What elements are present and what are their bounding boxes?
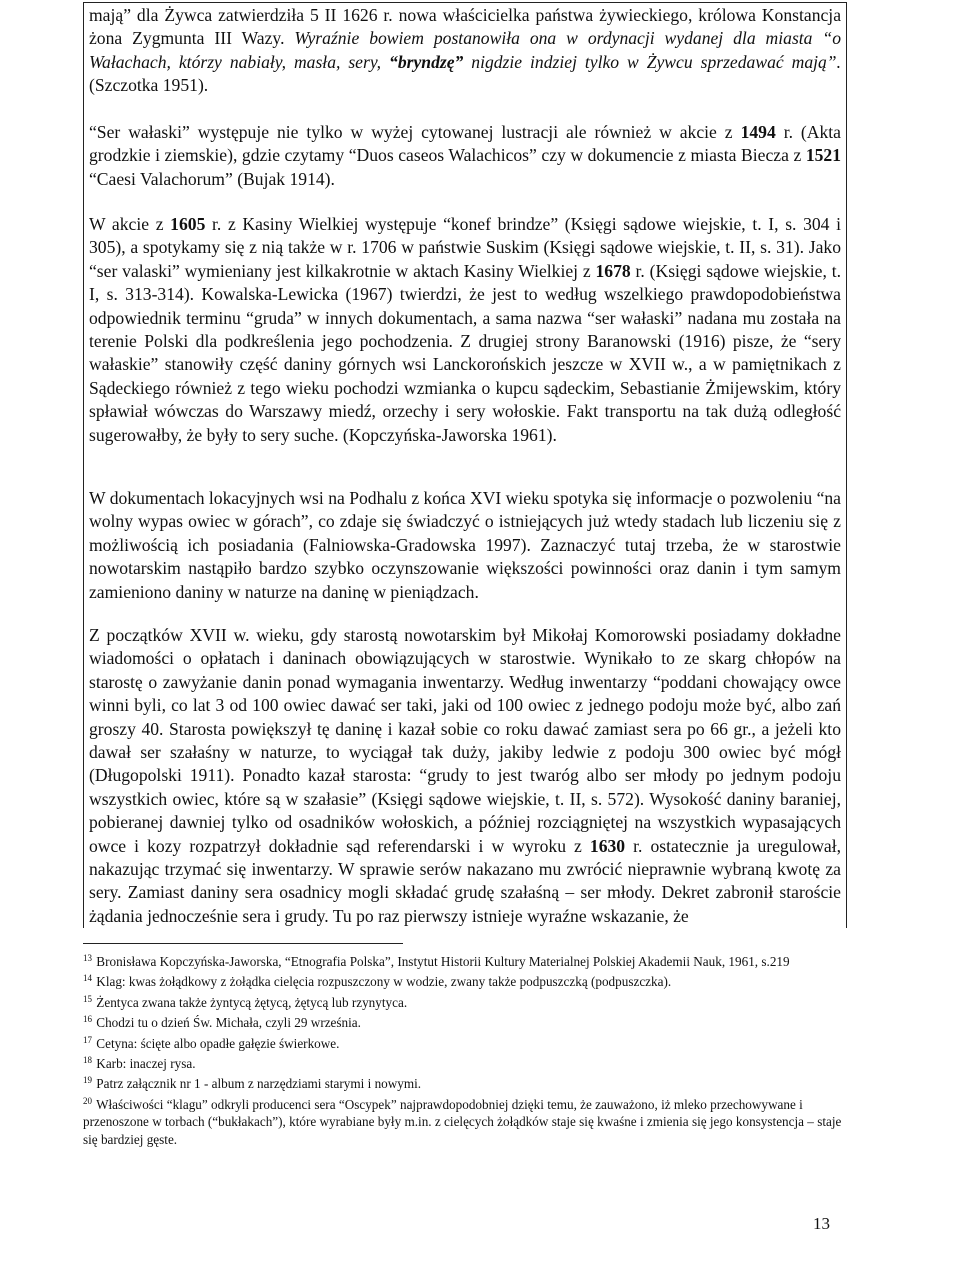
- text-run: 1630: [589, 835, 626, 856]
- paragraph-3: [89, 213, 841, 447]
- footnote-separator: [83, 943, 403, 944]
- footnote: [83, 970, 843, 990]
- text-run: “Ser wałaski” występuje nie tylko w wyżej cytowanej lustracji ale również w akcie z: [89, 122, 741, 142]
- footnote-number: 18: [83, 1055, 92, 1066]
- text-run: Z początków XVII w. wieku, gdy starostą nowotarskim był Mikołaj Komorowski posiadamy dokładne wiadomości o opłatach i daninach obowiązujących w starostwie. Wynikało to ze skarg chłopów na starostę o zawyżanie danin ponad wymagania inwentarzy. Według inwentarzy “poddani chowający owce winni byli, co lat 3 od 100 owiec dawać ser taki, jaki od 100 owiec z jednego podoju może być, albo zań groszy 40. Starosta powiększył tę daninę i kazał sobie co roku dawać zamiast sera po 66 gr., a jeżeli kto dawał ser szałaśny w naturze, to wyciągał tak duży, jakiby ledwie z podoju 300 owiec być mógł (Długopolski 1911). Ponadto kazał starosta: “grudy to jest twaróg albo ser młody po jednym podoju wszystkich owiec, które są w szałasie” (Księgi sądowe wiejskie, t. II, s. 572). Wysokość daniny baraniej, pobieranej dawniej tylko od osadników wołoskich, a później rozciągniętej na wszystkich wypasających owce i kozy rozpatrzył dokładnie sąd referendarski i w wyroku z: [89, 625, 841, 856]
- footnote-number: 15: [83, 993, 92, 1004]
- footnote-number: 17: [83, 1034, 92, 1045]
- footnote-text: Właściwości “klagu” odkryli producenci sera “Oscypek” najprawdopodobniej dzięki temu, że zauważono, iż mleko przechowywane i przenoszone w torbach (“bukłakach”), które wyrabiane były m.in. z cielęcych żołądków staje się kwaśne i zmienia się jego konsystencja – staje się bardziej gęste.: [83, 1096, 842, 1147]
- text-run: nigdzie indziej tylko w Żywcu sprzedawać mają”.: [463, 51, 841, 72]
- text-run: r. z Kasiny Wielkiej występuje “konef brindze” (Księgi sądowe wiejskie, t. I, s. 304 i 305), a spotykamy się z nią także w r. 1706 w państwie Suskim (Księgi sądowe wiejskie, t. II, s. 31). Jako “ser valaski” wymieniany jest kilkakrotnie w aktach Kasiny Wielkiej z: [89, 214, 842, 281]
- footnote: [83, 1072, 843, 1092]
- text-run: 1521: [805, 145, 841, 166]
- text-run: r. (Akta grodzkie i ziemskie), gdzie czytamy “Duos caseos Walachicos” czy w dokumencie z miasta Biecza z: [89, 122, 841, 166]
- footnote-number: 20: [83, 1095, 92, 1106]
- paragraph-body: [89, 4, 841, 98]
- footnote: [83, 991, 843, 1011]
- footnote-number: 14: [83, 973, 92, 984]
- footnote-text: Cetyna: ścięte albo opadłe gałęzie świerkowe.: [96, 1035, 340, 1051]
- footnote-text: Żentyca zwana także żyntycą żętycą, żętycą lub rzynytyca.: [96, 994, 408, 1010]
- text-run: mają” dla Żywca zatwierdziła 5 II 1626 r. nowa właścicielka państwa żywieckiego, królowa Konstancja żona Zygmunta III Wazy.: [89, 5, 841, 49]
- text-run: Wyraźnie bowiem postanowiła ona w ordynacji wydanej dla miasta “o Wałachach, którzy nabiały, masła, sery,: [89, 28, 841, 72]
- text-run: (Szczotka 1951).: [89, 75, 209, 96]
- footnote: [83, 950, 843, 970]
- text-run: 1494: [740, 122, 776, 142]
- footnote: [83, 1011, 843, 1031]
- footnotes: [83, 950, 843, 1148]
- paragraph-body: [89, 487, 841, 604]
- paragraph-2: [89, 121, 841, 191]
- footnote-text: Chodzi tu o dzień Św. Michała, czyli 29 września.: [96, 1015, 361, 1031]
- footnote-text: Patrz załącznik nr 1 - album z narzędziami starymi i nowymi.: [96, 1076, 422, 1092]
- footnote: [83, 1052, 843, 1072]
- footnote-text: Bronisława Kopczyńska-Jaworska, “Etnografia Polska”, Instytut Historii Kultury Materialnej Polskiej Akademii Nauk, 1961, s.219: [96, 954, 790, 969]
- paragraph-body: [89, 121, 841, 191]
- text-run: 1678: [595, 260, 631, 281]
- text-run: 1605: [170, 214, 206, 234]
- paragraph-5: [89, 624, 841, 928]
- footnote-text: Karb: inaczej rysa.: [96, 1056, 196, 1072]
- text-run: “bryndzę”: [389, 51, 464, 72]
- text-run: r. ostatecznie ja uregulował, nakazując trzymać się inwentarzy. W sprawie serów nakazano mu zwrócić nieprawnie wybraną kwotę za sery. Zamiast daniny sera osadnicy mogli składać grudę szałaśną – ser młody. Dekret zabronił staroście żądania jednocześnie sera i grudy. Tu po raz pierwszy istnieje wyraźne wskazanie, że: [89, 835, 841, 926]
- footnote-number: 16: [83, 1014, 92, 1025]
- paragraph-body: [89, 213, 841, 447]
- text-run: W akcie z: [89, 214, 171, 234]
- footnote: [83, 1032, 843, 1052]
- text-run: W dokumentach lokacyjnych wsi na Podhalu z końca XVI wieku spotyka się informacje o pozwoleniu “na wolny wypas owiec w górach”, co zdaje się świadczyć o istniejących już wtedy stadach lub liczeniu się z możliwością ich posiadania (Falniowska-Gradowska 1997). Zaznaczyć tutaj trzeba, że w starostwie nowotarskim nastąpiło bardzo szybko oczynszowanie większości powinności oraz danin i tym samym zamieniono daniny w naturze na daninę w pieniądzach.: [89, 488, 841, 602]
- footnote-text: Klag: kwas żołądkowy z żołądka cielęcia rozpuszczony w wodzie, zwany także podpuszczką (podpuszczka).: [96, 974, 672, 990]
- text-run: r. (Księgi sądowe wiejskie, t. I, s. 313-314). Kowalska-Lewicka (1967) twierdzi, że jest to według wszelkiego prawdopodobieństwa odpowiednik terminu “gruda” w innych dokumentach, a sama nazwa “ser wałaski” nadana mu została na terenie Polski dla podkreślenia jego pochodzenia. Z drugiej strony Baranowski (1916) pisze, że “sery wałaskie” stanowiły część daniny górnych wsi Lanckorońskich jeszcze w XVII w., a w pamiętnikach z Sądeckiego również z tego wieku pochodzi wzmianka o kupcu sądeckim, Sebastianie Żmijewskim, który spławiał wówczas do Warszawy miedź, orzechy i sery wołoskie. Fakt transportu na tak dużą odległość sugerowałby, że były to sery suche. (Kopczyńska-Jaworska 1961).: [89, 260, 841, 445]
- page-number: 13: [813, 1214, 830, 1233]
- text-run: “Caesi Valachorum” (Bujak 1914).: [89, 168, 335, 189]
- paragraph-body: [89, 624, 841, 928]
- footnote-number: 19: [83, 1075, 92, 1086]
- footnote: [83, 1093, 843, 1148]
- paragraph-1: [89, 4, 841, 98]
- footnote-number: 13: [83, 953, 92, 963]
- paragraph-4: [89, 487, 841, 604]
